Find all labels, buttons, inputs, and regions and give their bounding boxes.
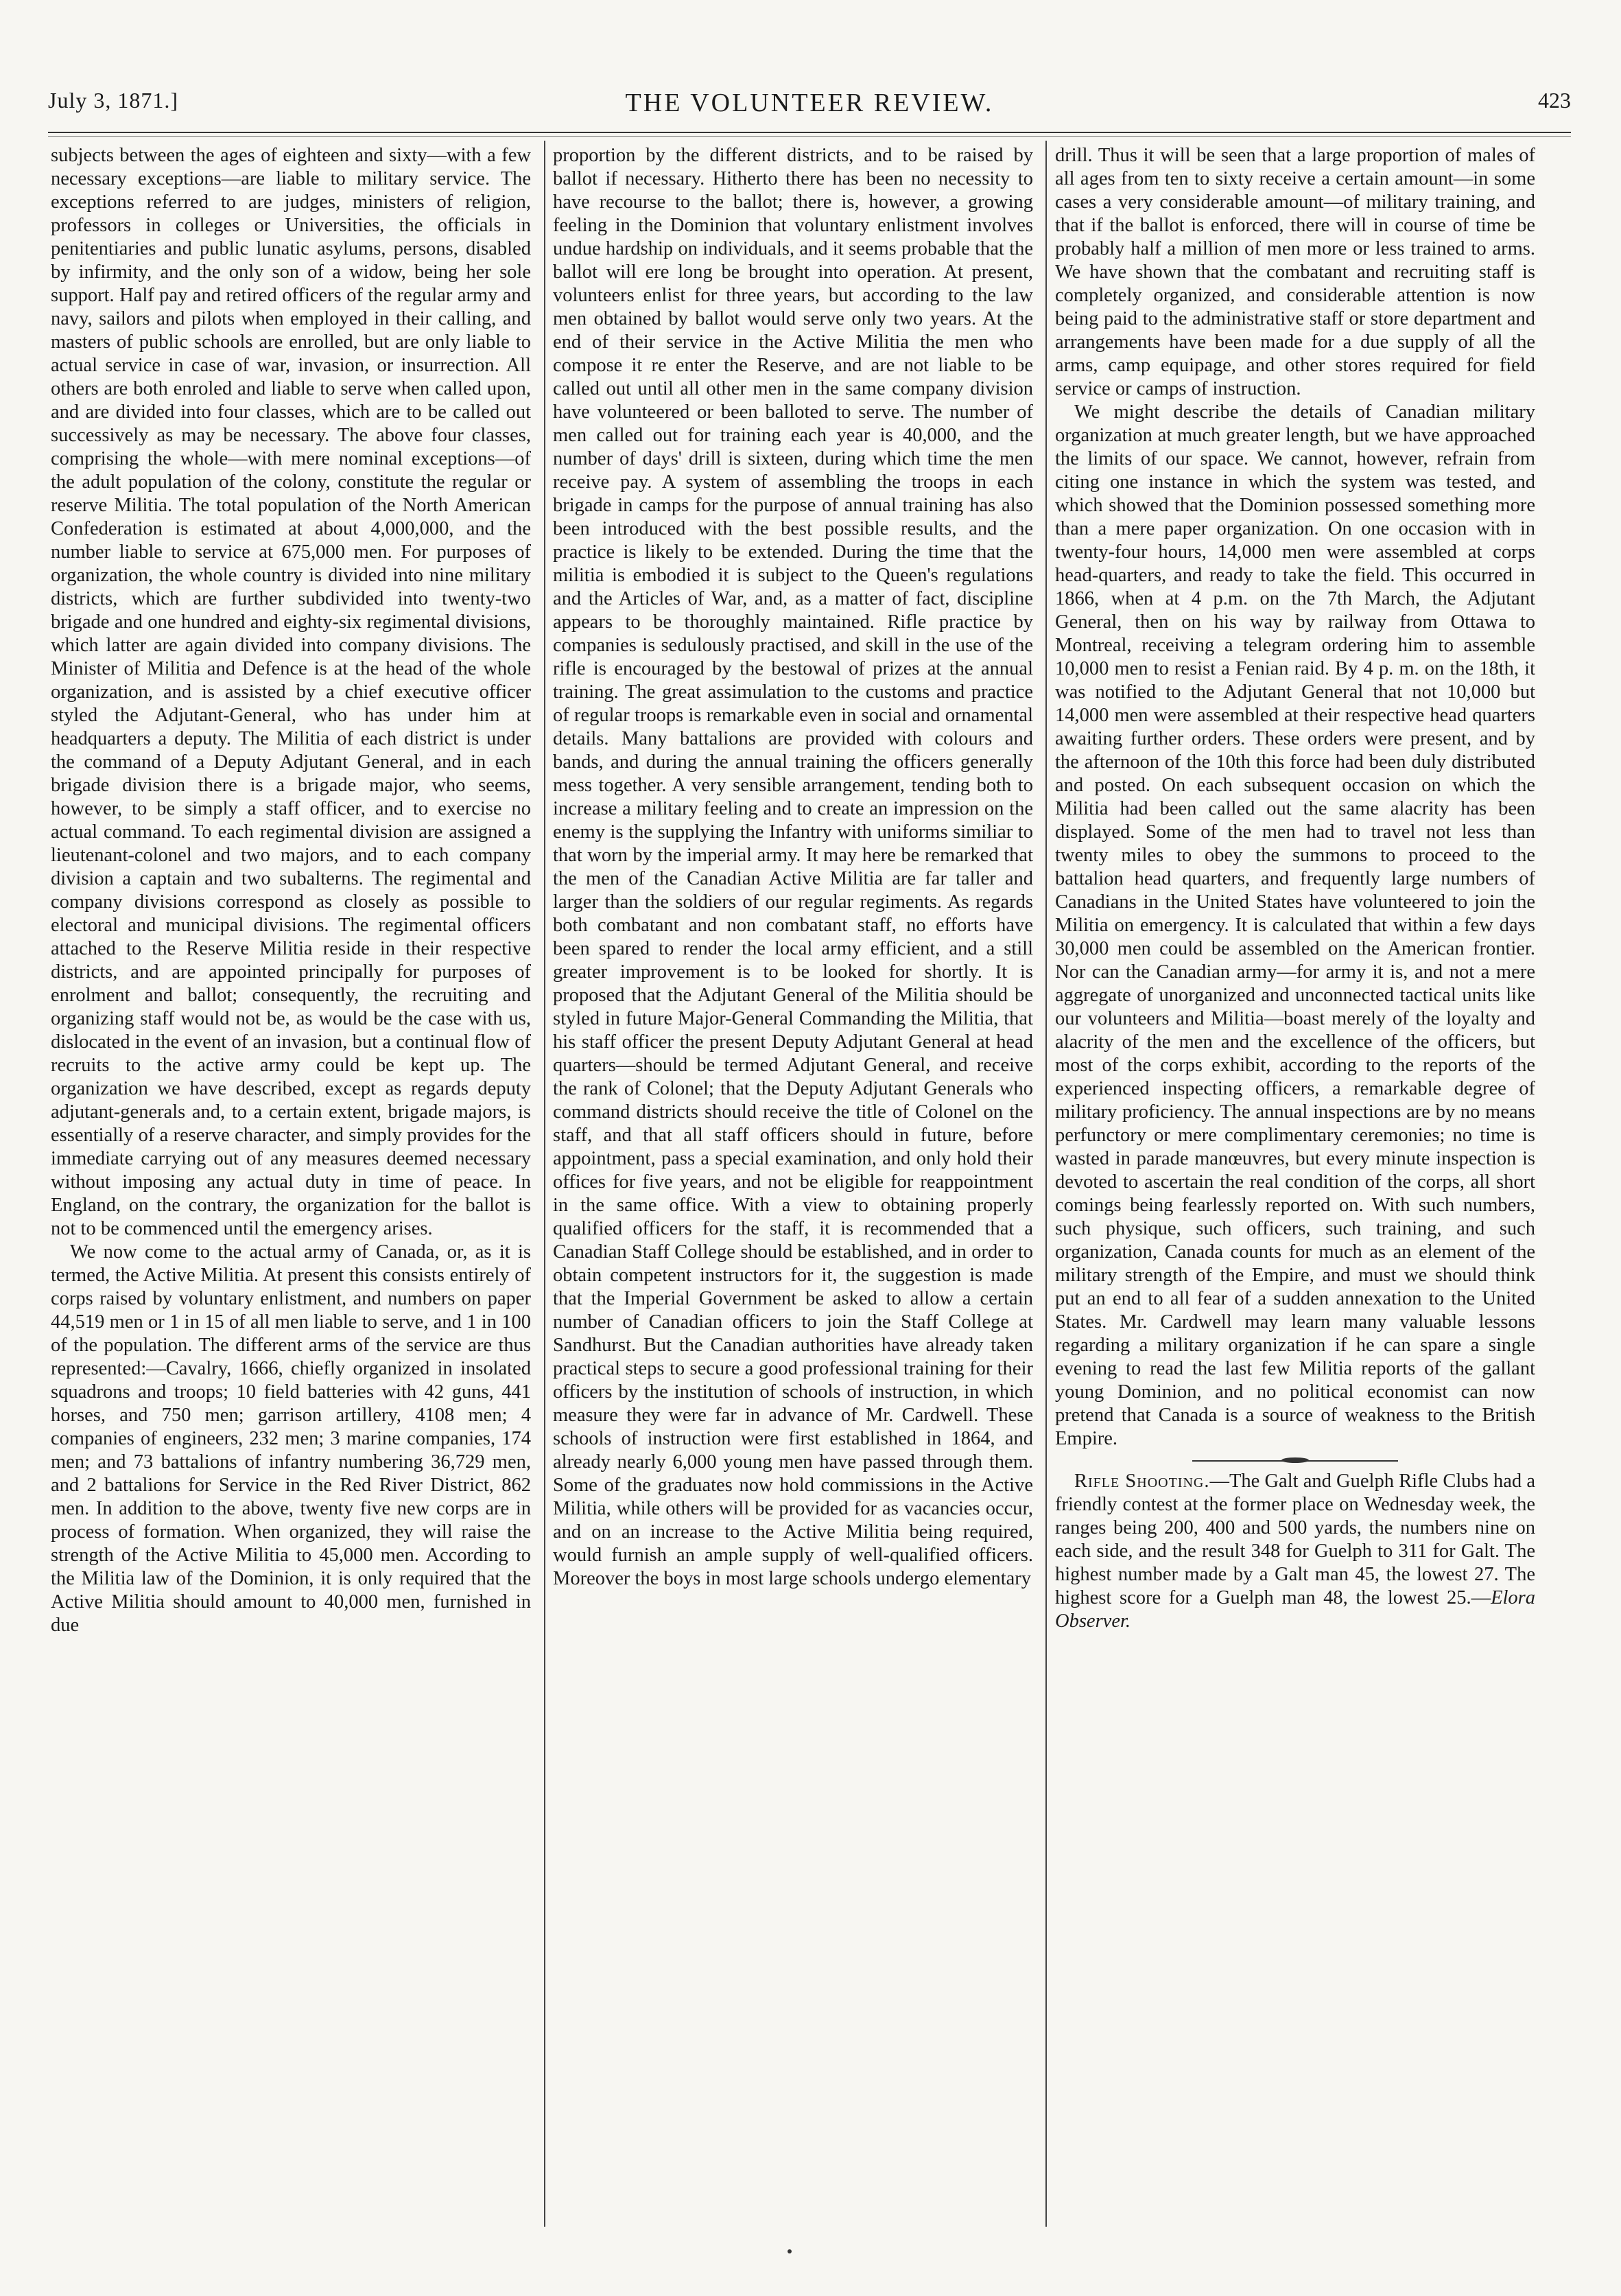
paragraph: proportion by the different districts, and to be raised by ballot if necessary. Hitherto there has been no necessity to have recourse to the ballot; there is, however, a growing feeling in the Dominion that voluntary enlistment involves undue hardship on individuals, and it seems probable that the ballot will ere long be brought into operation. At present, volunteers enlist for three years, but according to the law men obtained by ballot would serve only two years. At the end of their service in the Active Militia the men who compose it re enter the Reserve, and are not liable to be called out until all other men in the same company division have volunteered or been balloted to serve. The number of men called out for training each year is 40,000, and the number of days' drill is sixteen, during which time the men receive pay. A system of assembling the troops in each brigade in camps for the purpose of annual training has also been introduced with the best possible results, and the practice is likely to be extended. During the time that the militia is embodied it is subject to the Queen's regulations and the Articles of War, and, as a matter of fact, discipline appears to be thoroughly maintained. Rifle practice by companies is sedulously practised, and skill in the use of the rifle is encouraged by the bestowal of prizes at the annual training. The great assimulation to the customs and practice of regular troops is remarkable even in social and ornamental details. Many battalions are provided with colours and bands, and during the annual training the officers generally mess together. A very sensible arrangement, tending both to increase a military feeling and to create an impression on the enemy is the supplying the Infantry with uniforms similiar to that worn by the imperial army. It may here be remarked that the men of the Canadian Active Militia are far taller and larger than the soldiers of our regular regiments. As regards both combatant and non combatant staff, no efforts have been spared to render the local army efficient, and a still greater improvement is to be looked for shortly. It is proposed that the Adjutant General of the Militia should be styled in future Major-General Commanding the Militia, that his staff officer the present Deputy Adjutant General at head quarters—should be termed Adjutant General, and receive the rank of Colonel; that the Deputy Adjutant Generals who command districts should receive the title of Colonel on the staff, and that all staff officers should in future, before appointment, pass a special examination, and only hold their offices for five years, and not be eligible for reappointment in the same office. With a view to obtaining properly qualified officers for the staff, it is recommended that a Canadian Staff College should be established, and in order to obtain competent instructors for it, the suggestion is made that the Imperial Government be asked to allow a certain number of Canadian officers to join the Staff College at Sandhurst. But the Canadian authorities have already taken practical steps to secure a good professional training for their officers by the institution of schools of instruction, in which measure they were far in advance of Mr. Cardwell. These schools of instruction were first established in 1864, and already nearly 6,000 young men have passed through them. Some of the graduates now hold commissions in the Active Militia, while others will be provided for as vacancies occur, and on an increase to the Active Militia being required, would furnish an ample supply of well-qualified officers. Moreover the boys in most large schools undergo elementary	[553, 145, 1033, 1589]
page-header	[41, 88, 1578, 126]
paragraph: drill. Thus it will be seen that a large proportion of males of all ages from ten to sixty receive a certain amount—in some cases a very considerable amount—of military training, and that if the ballot is enforced, there will in course of time be probably half a million of men more or less trained to arms. We have shown that the combatant and recruiting staff is completely organized, and considerable attention is now being paid to the administrative staff or store department and arrangements have been made for a due supply of all the arms, camp equipage, and other stores required for field service or camps of instruction.	[1055, 145, 1535, 399]
rifle-shooting-body: —The Galt and Guelph Rifle Clubs had a friendly contest at the former place on Wednesday week, the ranges being 200, 400 and 500 yards, the numbers nine on each side, and the result 348 for Guelph to 311 for Galt. The highest number made by a Galt man 45, the lowest 27. The highest score for a Guelph man 48, the lowest 25.—	[1055, 1471, 1535, 1608]
column-divider	[1045, 141, 1047, 2227]
rifle-shooting-source: Elora Observer.	[1055, 1587, 1535, 1632]
rifle-shooting-heading: Rifle Shooting.	[1074, 1471, 1210, 1492]
issue-date: July 3, 1871.]	[48, 88, 178, 113]
column-1	[51, 144, 531, 2216]
paragraph: We might describe the details of Canadian military organization at much greater length, but we have approached the limits of our space. We cannot, however, refrain from citing one instance in which the system was tested, and which showed that the Dominion possessed something more than a mere paper organization. On one occasion with in twenty-four hours, 14,000 men were assembled at corps head-quarters, and ready to take the field. This occurred in 1866, when at 4 p.m. on the 7th March, the Adjutant General, then on his way by railway from Ottawa to Montreal, receiving a telegram ordering him to assemble 10,000 men to resist a Fenian raid. By 4 p. m. on the 18th, it was notified to the Adjutant General that not 10,000 but 14,000 men were assembled at their respective head quarters awaiting further orders. These orders were present, and by the afternoon of the 10th this force had been duly distributed and posted. On each subsequent occasion on which the Militia had been called out the same alacrity has been displayed. Some of the men had to travel not less than twenty miles to obey the summons to proceed to the battalion head quarters, and frequently large numbers of Canadians in the United States have volunteered to join the Militia on emergency. It is calculated that within a few days 30,000 men could be assembled on the American frontier. Nor can the Canadian army—for army it is, and not a mere aggregate of unorganized and unconnected tactical units like our volunteers and Militia—boast merely of the loyalty and alacrity of the men and the excellence of the officers, but most of the corps exhibit, according to the reports of the experienced inspecting officers, a remarkable degree of military proficiency. The annual inspections are by no means perfunctory or mere complimentary ceremonies; no time is wasted in parade manœuvres, but every minute inspection is devoted to ascertain the real condition of the corps, all short comings being fearlessly reported on. With such numbers, such physique, such officers, such training, and such organization, Canada counts for much as an element of the military strength of the Empire, and must we should think put an end to all fear of a sudden annexation to the United States. Mr. Cardwell may learn many valuable lessons regarding a military organization if he can spare a single evening to read the last few Militia reports of the gallant young Dominion, and no political economist can now pretend that Canada is a source of weakness to the British Empire.	[1055, 401, 1535, 1449]
paragraph: We now come to the actual army of Canada, or, as it is termed, the Active Militia. At present this consists entirely of corps raised by voluntary enlistment, and numbers on paper 44,519 men or 1 in 15 of all men liable to serve, and 1 in 100 of the population. The different arms of the service are thus represented:—Cavalry, 1666, chiefly organized in insolated squadrons and troops; 10 field batteries with 42 guns, 441 horses, and 750 men; garrison artillery, 4108 men; 4 companies of engineers, 232 men; 3 marine companies, 174 men; and 73 battalions of infantry numbering 36,729 men, and 2 battalions for Service in the Red River District, 862 men. In addition to the above, twenty five new corps are in process of formation. When organized, they will raise the strength of the Active Militia to 45,000 men. According to the Militia law of the Dominion, it is only required that the Active Militia should amount to 40,000 men, furnished in due	[51, 1241, 531, 1636]
article-separator	[1192, 1460, 1398, 1462]
header-rule	[48, 132, 1571, 137]
paragraph: subjects between the ages of eighteen and sixty—with a few necessary exceptions—are liable to military service. The exceptions referred to are judges, ministers of religion, professors in colleges or Universities, the officials in penitentiaries and public lunatic asylums, persons, disabled by infirmity, and the only son of a widow, being her sole support. Half pay and retired officers of the regular army and navy, sailors and pilots when employed in their calling, and masters of public schools are enrolled, but are only liable to actual service in case of war, invasion, or insurrection. All others are both enroled and liable to serve when called upon, and are divided into four classes, which are to be called out successively as may be necessary. The above four classes, comprising the whole—with mere nominal exceptions—of the adult population of the colony, constitute the regular or reserve Militia. The total population of the North American Confederation is estimated at about 4,000,000, and the number liable to service at 675,000 men. For purposes of organization, the whole country is divided into nine military districts, which are further subdivided into twenty-two brigade and one hundred and eighty-six regimental divisions, which latter are again divided into company divisions. The Minister of Militia and Defence is at the head of the whole organization, and is assisted by a chief executive officer styled the Adjutant-General, who has under him at headquarters a deputy. The Militia of each district is under the command of a Deputy Adjutant General, and in each brigade division there is a brigade major, who seems, however, to be simply a staff officer, and to exercise no actual command. To each regimental division are assigned a lieutenant-colonel and two majors, and to each company division a captain and two subalterns. The regimental and company divisions correspond as closely as possible to electoral and municipal divisions. The regimental officers attached to the Reserve Militia reside in their respective districts, and are appointed principally for purposes of enrolment and ballot; consequently, the recruiting and organizing staff would not be, as would be the case with us, dislocated in the event of an invasion, but a continual flow of recruits to the active army could be kept up. The organization we have described, except as regards deputy adjutant-generals and, to a certain extent, brigade majors, is essentially of a reserve character, and simply provides for the immediate carrying out of any measures deemed necessary without imposing any actual duty in time of peace. In England, on the contrary, the organization for the ballot is not to be commenced until the emergency arises.	[51, 145, 531, 1239]
rifle-shooting-item	[1055, 1470, 1535, 1633]
column-3	[1055, 144, 1535, 2216]
page-number: 423	[1538, 88, 1571, 113]
page-mark	[788, 2249, 792, 2253]
column-2	[553, 144, 1033, 2216]
publication-title: THE VOLUNTEER REVIEW.	[625, 89, 994, 117]
column-divider	[544, 141, 545, 2227]
